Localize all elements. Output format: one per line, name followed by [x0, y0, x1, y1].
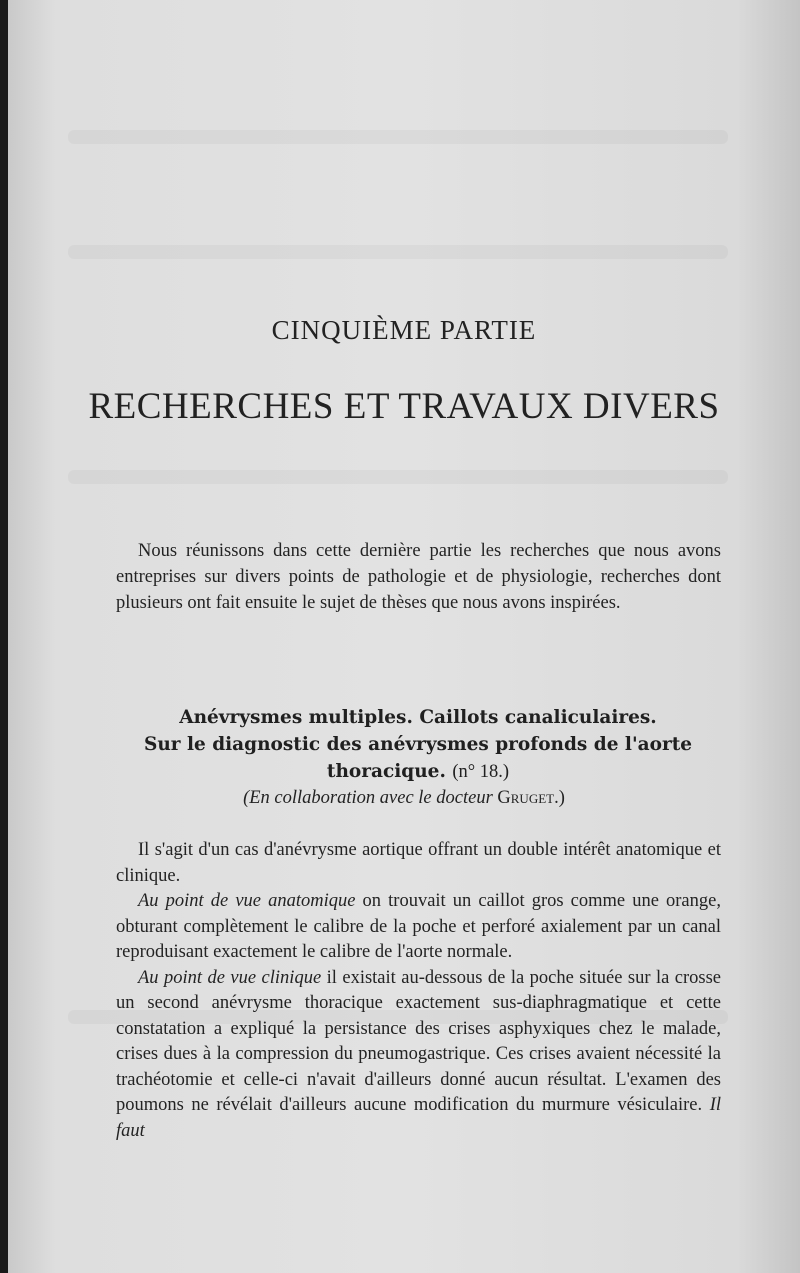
- bleed-through-shadow: [68, 245, 728, 259]
- section-heading-line: Sur le diagnostic des anévrysmes profonds de l'aorte: [143, 734, 693, 755]
- body-text: [116, 838, 721, 1144]
- collaboration-prefix: (En collaboration avec le docteur: [243, 788, 493, 808]
- section-heading-line: Anévrysmes multiples. Caillots canaliculaires.: [179, 707, 657, 728]
- part-title: CINQUIÈME PARTIE: [271, 315, 537, 345]
- section-heading: [108, 704, 728, 786]
- section-heading-line: [108, 758, 728, 786]
- main-title: RECHERCHES ET TRAVAUX DIVERS: [88, 386, 720, 427]
- paragraph-lead: Au point de vue clinique: [138, 967, 322, 988]
- collaborator-name: Gruget: [497, 788, 555, 808]
- collaboration-note: [8, 788, 800, 809]
- paragraph-text: il existait au-dessous de la poche située sur la crosse un second anévrysme thoracique exactement sus-diaphragmatique et cette constatation a expliqué la persistance des crises asphyxiques chez le malade, crises dues à la compression du pneumogastrique. Ces crises avaient nécessité la trachéotomie et celle-ci n'avait d'ailleurs donné aucun résultat. L'examen des poumons ne révélait d'ailleurs aucune modification du murmure vésiculaire.: [116, 967, 721, 1115]
- document-page: [8, 0, 800, 1273]
- body-paragraph: [116, 966, 721, 1145]
- bleed-through-shadow: [68, 130, 728, 144]
- paragraph-text: on trouvait un caillot gros comme une orange, obturant complètement le calibre de la poche et perforé axialement par un canal reproduisant exactement le calibre de l'aorte normale.: [116, 891, 721, 962]
- intro-paragraph: Nous réunissons dans cette dernière partie les recherches que nous avons entreprises sur divers points de pathologie et de physiologie, recherches dont plusieurs ont fait ensuite le sujet de thèses que nous avons inspirées.: [116, 541, 721, 613]
- section-heading-word: thoracique.: [326, 761, 446, 782]
- bleed-through-shadow: [68, 470, 728, 484]
- paragraph-tail: Il faut: [116, 1095, 721, 1141]
- collaboration-suffix: .): [554, 788, 565, 808]
- body-paragraph: [116, 889, 721, 966]
- body-paragraph: Il s'agit d'un cas d'anévrysme aortique offrant un double intérêt anatomique et clinique.: [116, 840, 721, 886]
- section-reference-number: (n° 18.): [452, 762, 510, 782]
- paragraph-lead: Au point de vue anatomique: [138, 891, 356, 911]
